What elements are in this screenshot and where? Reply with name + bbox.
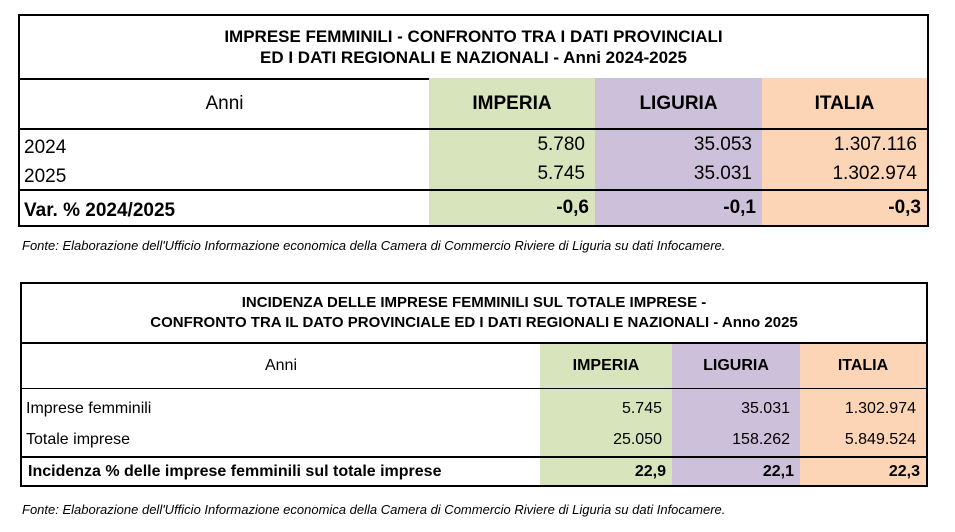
table1-row1-italia: 1.307.116 bbox=[762, 130, 927, 159]
table2-row2-italia: 5.849.524 bbox=[800, 424, 926, 456]
table2-header-imperia: IMPERIA bbox=[540, 344, 672, 388]
table1-row2-imperia: 5.745 bbox=[429, 159, 595, 189]
table1-row-label: 2025 bbox=[24, 166, 67, 187]
table1-header-liguria: LIGURIA bbox=[595, 78, 762, 130]
table1-header-imperia: IMPERIA bbox=[429, 78, 595, 130]
table2-header-italia: ITALIA bbox=[800, 344, 926, 388]
table1-title-line1: IMPRESE FEMMINILI - CONFRONTO TRA I DATI PROVINCIALI bbox=[224, 27, 723, 46]
table2-header-liguria: LIGURIA bbox=[672, 344, 800, 388]
table1-row2-italia: 1.302.974 bbox=[762, 159, 927, 189]
table2-incidenza-italia: 22,3 bbox=[800, 458, 926, 485]
table2-row1-liguria: 35.031 bbox=[672, 394, 800, 424]
table1-header-italia: ITALIA bbox=[762, 78, 927, 130]
table1-source-note: Fonte: Elaborazione dell'Ufficio Informazione economica della Camera di Commercio Riviere di Liguria su dati Infocamere. bbox=[22, 238, 726, 253]
table1-title-line2: ED I DATI REGIONALI E NAZIONALI - Anni 2024-2025 bbox=[260, 48, 687, 67]
table1-var-label: Var. % 2024/2025 bbox=[24, 199, 176, 221]
table-incidenza bbox=[20, 282, 928, 487]
table1-var-liguria: -0,1 bbox=[595, 191, 762, 225]
table2-row1-imperia: 5.745 bbox=[540, 394, 672, 424]
table2-header-anni: Anni bbox=[264, 357, 298, 374]
table2-incidenza-imperia: 22,9 bbox=[540, 458, 672, 485]
table2-row-label: Imprese femminili bbox=[26, 400, 152, 417]
table1-var-italia: -0,3 bbox=[762, 191, 927, 225]
table-imprese-femminili bbox=[18, 14, 929, 227]
table2-row2-imperia: 25.050 bbox=[540, 424, 672, 456]
table2-title-line2: CONFRONTO TRA IL DATO PROVINCIALE ED I DATI REGIONALI E NAZIONALI - Anno 2025 bbox=[150, 314, 798, 331]
table2-incidenza-liguria: 22,1 bbox=[672, 458, 800, 485]
table1-var-imperia: -0,6 bbox=[429, 191, 595, 225]
table1-title bbox=[20, 16, 927, 80]
table2-title-line1: INCIDENZA DELLE IMPRESE FEMMINILI SUL TOTALE IMPRESE - bbox=[241, 294, 707, 311]
table2-source-note: Fonte: Elaborazione dell'Ufficio Informazione economica della Camera di Commercio Riviere di Liguria su dati Infocamere. bbox=[22, 502, 726, 517]
table1-row1-liguria: 35.053 bbox=[595, 130, 762, 159]
table2-row-label: Totale imprese bbox=[26, 431, 131, 448]
table1-row-label: 2024 bbox=[24, 137, 67, 158]
table2-title bbox=[22, 284, 926, 344]
table1-header-anni: Anni bbox=[205, 93, 244, 114]
table1-row1-imperia: 5.780 bbox=[429, 130, 595, 159]
table2-row1-italia: 1.302.974 bbox=[800, 394, 926, 424]
table2-row2-liguria: 158.262 bbox=[672, 424, 800, 456]
table2-incidenza-label: Incidenza % delle imprese femminili sul totale imprese bbox=[28, 462, 442, 480]
table1-row2-liguria: 35.031 bbox=[595, 159, 762, 189]
